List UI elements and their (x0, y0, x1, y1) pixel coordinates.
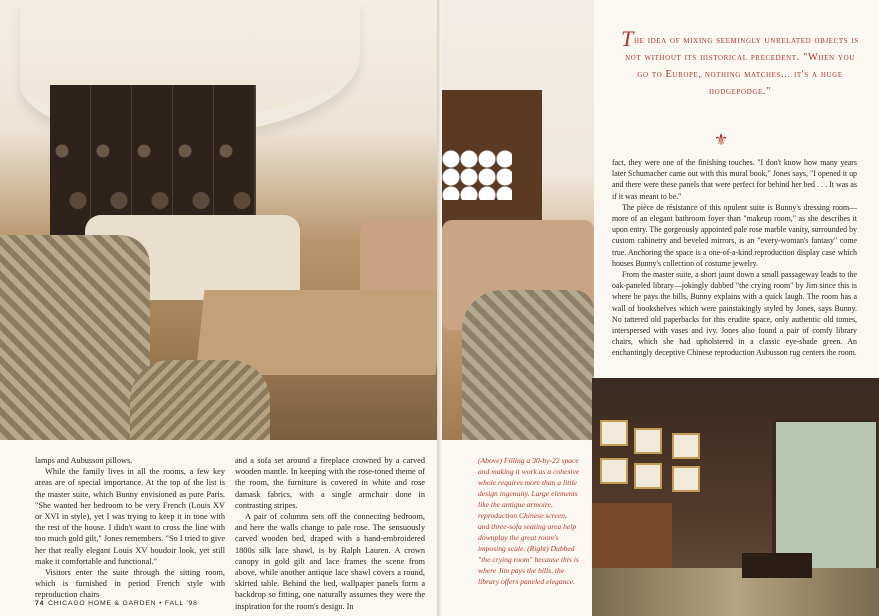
library-rug (592, 568, 879, 616)
fleur-de-lis-icon: ⚜ (713, 132, 729, 149)
body-column-right (612, 157, 857, 359)
paragraph: A pair of columns sets off the connecting bedroom, and here the walls change to pale rose. The sensuously carved wooden bed, draped with a hand-embroidered 1800s silk lace shawl, is by Ralph Lauren. A crown canopy in gold gilt and lace frames the scene from above, while another antique lace shawl covers a round, skirted table. Behind the bed, wallpaper panels form a backdrop so fitting, one naturally assumes they were the inspiration for the room's design. In (235, 512, 425, 611)
patterned-armchair (0, 235, 150, 440)
page-number: 74 (35, 600, 45, 607)
paragraph: fact, they were one of the finishing touches. "I don't know how many years later Schumacher came out with this mural book," Jones says, "I opened it up and there were these panels that were perfect for behind her bed . . . It was as if it was meant to be." (612, 158, 857, 201)
library-photo (592, 378, 879, 616)
paragraph: While the family lives in all the rooms, a few key areas are of special importance. At the top of the list is the master suite, which Bunny envisioned as pure Paris. "She wanted her bedroom to be very French (Louis XV or XVI in style), yet I was trying to keep it in tone with the rest of the house. I didn't want to cross the line with too much gold gilt," Jones remembers. "So I tried to give her that really elegant Louis XV boudoir look, yet still make it comfortable and functional." (35, 467, 225, 566)
pull-quote-dropcap: T (621, 26, 634, 51)
paragraph: The pièce de résistance of this opulent suite is Bunny's dressing room—more of an elegant bathroom foyer than "makeup room," as she describes it upon entry. The gorgeously appointed pale rose marble vanity, surrounded by custom cabinetry and beveled mirrors, is an "every-woman's fantasy" come true. Anchoring the space is a one-of-a-kind reproduction display case which houses Bunny's collection of costume jewelry. (612, 202, 857, 268)
pull-quote (620, 26, 860, 100)
page-footer (35, 600, 198, 607)
great-room-photo-right (442, 0, 594, 440)
paragraph: Visitors enter the suite through the sitting room, which is furnished in period French style with reproduction chairs (35, 568, 225, 600)
flower-arrangement (442, 150, 512, 200)
library-table (742, 553, 812, 578)
body-column-left-1 (35, 455, 225, 601)
photo-caption: (Above) Filling a 30-by-22 space and making it work as a cohesive whole requires more than a little design ingenuity. Large elements like the antique armoire, reproduction Chinese screen, and three-sofa seating area help downplay the great room's imposing scale. (Right) Dubbed "the crying room" because this is where Jim pays the bills, the library offers paneled elegance. (478, 456, 580, 586)
paragraph: lamps and Aubusson pillows. (35, 456, 133, 465)
folio-text: CHICAGO HOME & GARDEN • FALL '98 (48, 600, 198, 607)
patterned-chair-right (462, 290, 594, 440)
paragraph: From the master suite, a short jaunt down a small passageway leads to the oak-paneled library—jokingly dubbed "the crying room" by Jim since this is where he pays the bills, Bunny explains with a quick laugh. The room has a wall of bookshelves which were painstakingly styled by Jones, says Bunny. No tattered old paperbacks for this erudite space, only authentic old tomes, interspersed with vases and ivy. Jones also found a pair of comfy library chairs, which she had upholstered in a classic eye-shade green. An enchantingly deceptive Chinese reproduction Aubusson rug centers the room. (612, 270, 857, 358)
pull-quote-text: he idea of mixing seemingly unrelated objects is not without its historical precedent. "When you go to Europe, nothing matches... it's a huge hodgepodge." (625, 35, 859, 97)
patterned-chair-front (130, 360, 270, 440)
body-column-left-2 (235, 455, 425, 612)
paragraph: and a sofa set around a fireplace crowned by a carved wooden mantle. In keeping with the rose-toned theme of the room, the furniture is covered in white and rose damask fabrics, with a single armchair done in contrasting stripes. (235, 456, 425, 510)
great-room-photo-left (0, 0, 437, 440)
library-desk (592, 503, 672, 573)
